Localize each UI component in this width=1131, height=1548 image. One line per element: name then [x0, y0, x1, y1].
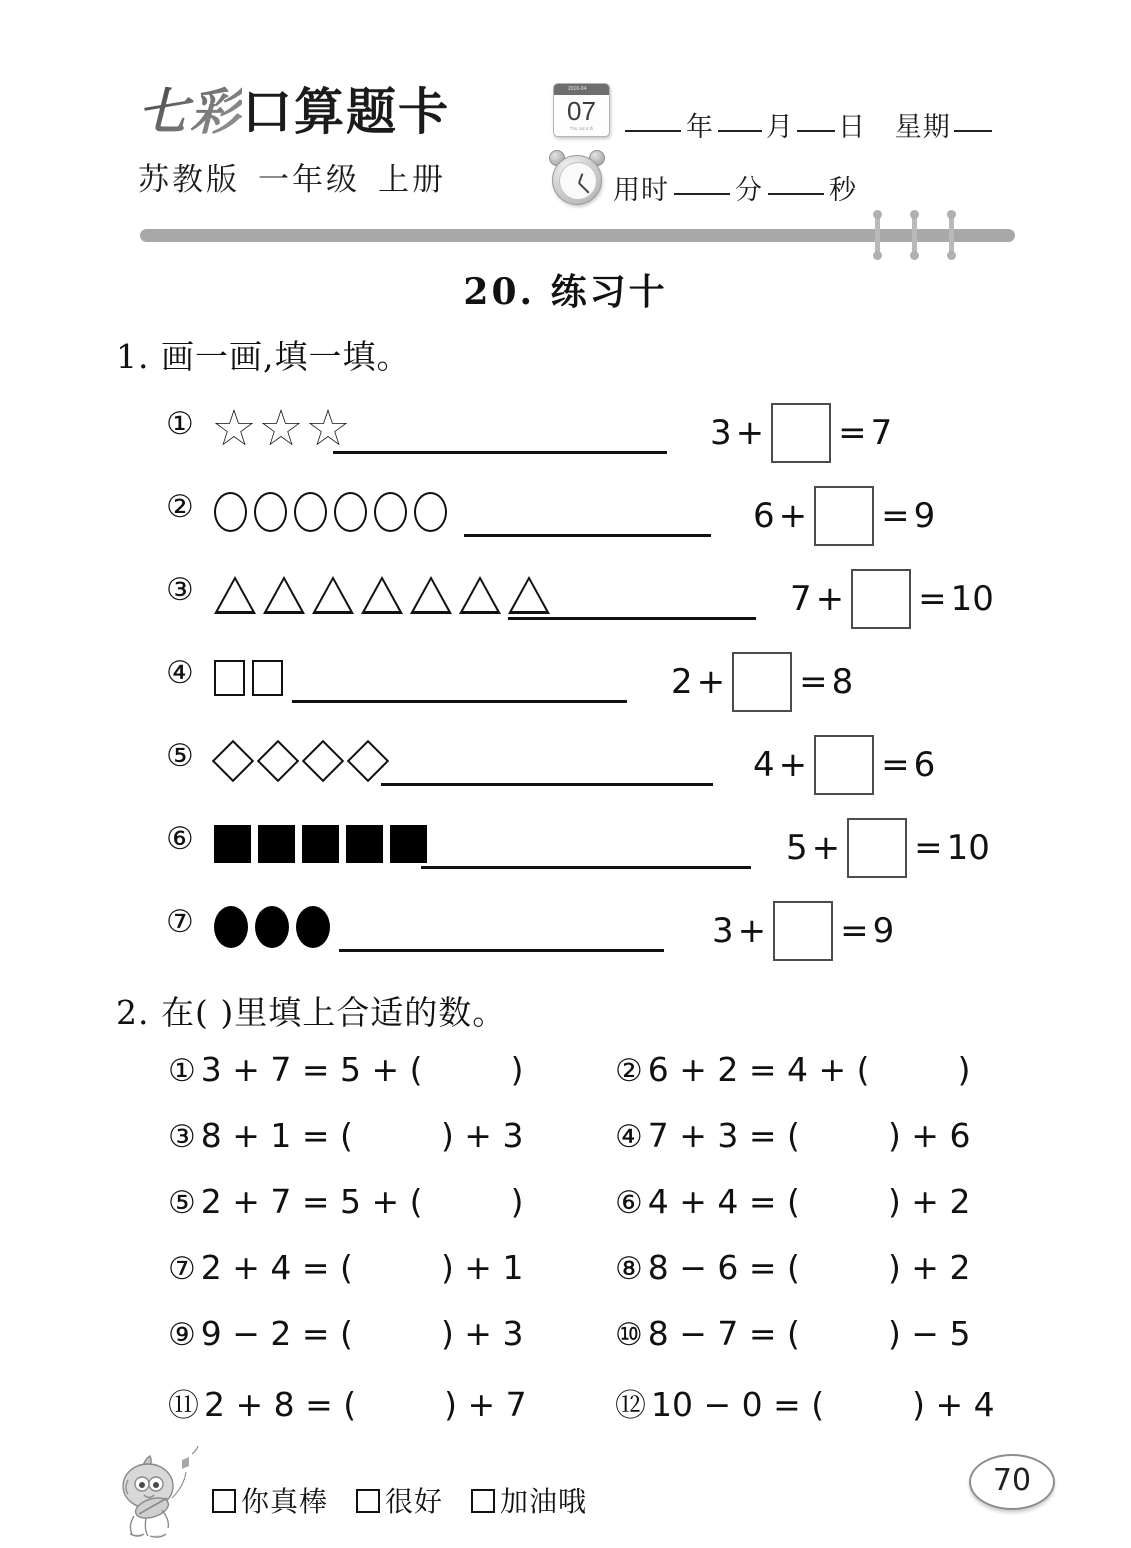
circle-hollow-icon — [254, 492, 287, 532]
draw-blank-line[interactable] — [339, 949, 664, 952]
fill-blank-item — [168, 1314, 523, 1353]
page-number: 70 — [969, 1454, 1055, 1510]
square-filled-icon — [390, 825, 427, 863]
sum-value: 10 — [950, 579, 994, 619]
draw-blank-line[interactable] — [381, 783, 713, 786]
expression-before-blank: 10 − 0 = ( — [651, 1385, 825, 1424]
shape-group-square-hollow — [214, 657, 283, 699]
day-blank[interactable] — [797, 130, 835, 132]
equals-sign: = — [918, 579, 947, 619]
operator: + — [811, 828, 841, 868]
weekday-label: 星期 — [894, 112, 951, 143]
checkbox-icon[interactable] — [212, 1489, 236, 1513]
answer-box[interactable] — [814, 735, 874, 795]
equation — [671, 652, 853, 712]
shape-equation-row — [0, 481, 1131, 564]
calendar-icon — [553, 83, 610, 137]
equation — [786, 818, 990, 878]
operator: + — [778, 496, 808, 536]
time-prefix-label: 用时 — [613, 175, 669, 206]
edition-label: 苏教版 — [138, 162, 240, 198]
question-1-rows — [0, 398, 1131, 979]
divider-pin-3 — [949, 213, 954, 257]
shape-group-circle-filled — [214, 906, 330, 948]
addend-first: 7 — [790, 579, 812, 619]
clock-face — [559, 162, 597, 200]
operator: + — [737, 911, 767, 951]
brand-title-plain: 口算题卡 — [242, 82, 450, 141]
shape-equation-row — [0, 647, 1131, 730]
minute-label: 分 — [735, 175, 763, 206]
item-index-label: ⑨ — [168, 1317, 196, 1353]
square-hollow-icon — [214, 660, 245, 696]
shape-equation-row — [0, 813, 1131, 896]
seconds-blank[interactable] — [768, 193, 824, 195]
year-label: 年 — [686, 112, 714, 143]
square-filled-icon — [214, 825, 251, 863]
fill-blank-item — [168, 1380, 527, 1425]
addend-first: 5 — [786, 828, 808, 868]
evaluation-option[interactable] — [212, 1485, 328, 1518]
operator: + — [778, 745, 808, 785]
fill-blank-item — [615, 1182, 970, 1221]
shape-equation-row — [0, 730, 1131, 813]
checkbox-icon[interactable] — [471, 1489, 495, 1513]
equals-sign: = — [881, 496, 910, 536]
diamond-hollow-icon — [347, 740, 389, 782]
minutes-blank[interactable] — [674, 193, 730, 195]
expression-before-blank: 6 + 2 = 4 + ( — [647, 1050, 870, 1089]
sum-value: 9 — [872, 911, 895, 951]
triangle-hollow-icon — [361, 576, 403, 614]
expression-after-blank: ) — [510, 1182, 524, 1221]
triangle-hollow-icon — [214, 576, 256, 614]
operator: + — [815, 579, 845, 619]
addend-first: 4 — [753, 745, 775, 785]
circle-hollow-icon — [414, 492, 447, 532]
triangle-hollow-icon — [312, 576, 354, 614]
volume-label: 上册 — [378, 162, 446, 198]
item-index-label: ③ — [168, 1119, 196, 1155]
equals-sign: = — [914, 828, 943, 868]
divider-pin-2 — [912, 213, 917, 257]
fill-blank-item — [615, 1116, 970, 1155]
date-fill-line[interactable] — [620, 105, 995, 144]
sum-value: 7 — [870, 413, 893, 453]
expression-after-blank: ) + 4 — [912, 1385, 995, 1424]
expression-before-blank: 9 − 2 = ( — [200, 1314, 353, 1353]
alarm-clock-icon — [548, 148, 606, 206]
calendar-month-label: 2016-04 — [568, 86, 587, 92]
page-title: 20. 练习十 — [463, 271, 668, 313]
row-index-label: ⑥ — [166, 821, 194, 857]
triangle-hollow-icon — [459, 576, 501, 614]
addend-first: 6 — [753, 496, 775, 536]
question-1-heading: 1. 画一画,填一填。 — [116, 337, 411, 376]
evaluation-option[interactable] — [356, 1485, 443, 1518]
fill-blank-item — [615, 1248, 970, 1287]
row-index-label: ③ — [166, 572, 194, 608]
sum-value: 8 — [831, 662, 854, 702]
equation — [753, 486, 935, 546]
diamond-hollow-icon — [212, 740, 254, 782]
answer-box[interactable] — [847, 818, 907, 878]
addend-first: 3 — [710, 413, 732, 453]
shape-group-star-hollow — [214, 408, 348, 450]
expression-before-blank: 7 + 3 = ( — [647, 1116, 800, 1155]
evaluation-option-label: 很好 — [385, 1485, 444, 1518]
expression-after-blank: ) − 5 — [887, 1314, 971, 1353]
brand-title — [138, 82, 538, 142]
expression-before-blank: 2 + 7 = 5 + ( — [200, 1182, 423, 1221]
equation — [790, 569, 994, 629]
weekday-blank[interactable] — [954, 130, 992, 132]
star-hollow-icon — [308, 409, 348, 449]
fill-blank-item — [168, 1248, 523, 1287]
brand-title-color: 七彩 — [138, 82, 242, 141]
expression-before-blank: 3 + 7 = 5 + ( — [200, 1050, 423, 1089]
fill-blank-item — [168, 1116, 523, 1155]
equation — [712, 901, 894, 961]
square-filled-icon — [258, 825, 295, 863]
fill-blank-item — [615, 1050, 970, 1089]
fill-blank-item — [615, 1314, 970, 1353]
clock-minute-hand — [578, 182, 589, 193]
fill-blank-row — [0, 1314, 1131, 1380]
fill-blank-row — [0, 1116, 1131, 1182]
month-blank[interactable] — [718, 130, 762, 132]
draw-blank-line[interactable] — [292, 700, 627, 703]
square-filled-icon — [346, 825, 383, 863]
expression-after-blank: ) + 6 — [887, 1116, 971, 1155]
row-index-label: ④ — [166, 655, 194, 691]
circle-hollow-icon — [294, 492, 327, 532]
expression-after-blank: ) — [510, 1050, 524, 1089]
divider-pin-1 — [875, 213, 880, 257]
answer-box[interactable] — [851, 569, 911, 629]
fill-blank-row — [0, 1050, 1131, 1116]
fill-blank-row — [0, 1380, 1131, 1446]
square-filled-icon — [302, 825, 339, 863]
question-2-rows — [0, 1050, 1131, 1446]
expression-after-blank: ) + 2 — [887, 1248, 971, 1287]
expression-after-blank: ) + 7 — [444, 1385, 527, 1424]
sum-value: 10 — [946, 828, 990, 868]
diamond-hollow-icon — [302, 740, 344, 782]
shape-equation-row — [0, 564, 1131, 647]
item-index-label: ⑩ — [615, 1317, 643, 1353]
checkbox-icon[interactable] — [356, 1489, 380, 1513]
expression-after-blank: ) + 3 — [440, 1314, 524, 1353]
square-hollow-icon — [252, 660, 283, 696]
time-fill-line[interactable] — [613, 168, 857, 207]
circle-hollow-icon — [374, 492, 407, 532]
second-label: 秒 — [829, 175, 857, 206]
shape-group-diamond-hollow — [214, 740, 387, 782]
item-index-label: ⑧ — [615, 1251, 643, 1287]
draw-blank-line[interactable] — [333, 451, 667, 454]
answer-box[interactable] — [814, 486, 874, 546]
item-index-label: ⑫ — [615, 1388, 646, 1424]
question-2-heading: 2. 在( )里填上合适的数。 — [116, 993, 507, 1032]
expression-before-blank: 2 + 4 = ( — [200, 1248, 353, 1287]
calendar-day-number: 07 — [567, 96, 596, 126]
fill-blank-row — [0, 1248, 1131, 1314]
row-index-label: ② — [166, 489, 194, 525]
evaluation-option-label: 你真棒 — [241, 1485, 329, 1518]
draw-blank-line[interactable] — [421, 866, 751, 869]
equals-sign: = — [881, 745, 910, 785]
star-hollow-icon — [261, 409, 301, 449]
item-index-label: ② — [615, 1053, 643, 1089]
item-index-label: ⑥ — [615, 1185, 643, 1221]
month-label: 月 — [766, 112, 794, 143]
circle-filled-icon — [255, 906, 289, 948]
equation — [753, 735, 935, 795]
equals-sign: = — [840, 911, 869, 951]
item-index-label: ① — [168, 1053, 196, 1089]
item-index-label: ⑪ — [168, 1388, 199, 1424]
sum-value: 6 — [913, 745, 936, 785]
calendar-header-bar — [554, 84, 609, 95]
expression-after-blank: ) + 3 — [440, 1116, 524, 1155]
draw-blank-line[interactable] — [464, 534, 711, 537]
triangle-hollow-icon — [263, 576, 305, 614]
day-label: 日 — [838, 112, 866, 143]
sum-value: 9 — [913, 496, 936, 536]
self-evaluation-checkboxes[interactable] — [212, 1480, 615, 1520]
page-header — [0, 0, 1131, 215]
equation — [710, 403, 892, 463]
circle-hollow-icon — [334, 492, 367, 532]
item-index-label: ⑦ — [168, 1251, 196, 1287]
circle-hollow-icon — [214, 492, 247, 532]
operator: + — [735, 413, 765, 453]
clock-body — [552, 155, 602, 205]
shape-group-square-filled — [214, 823, 427, 865]
grade-label: 一年级 — [258, 162, 360, 198]
shape-group-triangle-hollow — [214, 574, 550, 616]
fill-blank-item — [615, 1380, 995, 1425]
header-divider — [140, 229, 1015, 242]
operator: + — [696, 662, 726, 702]
fill-blank-row — [0, 1182, 1131, 1248]
expression-before-blank: 4 + 4 = ( — [647, 1182, 800, 1221]
answer-box[interactable] — [732, 652, 792, 712]
triangle-hollow-icon — [410, 576, 452, 614]
expression-before-blank: 2 + 8 = ( — [204, 1385, 357, 1424]
expression-after-blank: ) + 1 — [440, 1248, 524, 1287]
year-blank[interactable] — [625, 130, 681, 132]
shape-equation-row — [0, 398, 1131, 481]
equals-sign: = — [838, 413, 867, 453]
equals-sign: = — [799, 662, 828, 702]
item-index-label: ⑤ — [168, 1185, 196, 1221]
addend-first: 2 — [671, 662, 693, 702]
addend-first: 3 — [712, 911, 734, 951]
fill-blank-item — [168, 1182, 523, 1221]
expression-after-blank: ) — [957, 1050, 971, 1089]
row-index-label: ⑤ — [166, 738, 194, 774]
row-index-label: ⑦ — [166, 904, 194, 940]
expression-before-blank: 8 − 7 = ( — [647, 1314, 800, 1353]
circle-filled-icon — [296, 906, 330, 948]
triangle-hollow-icon — [508, 576, 550, 614]
row-index-label: ① — [166, 406, 194, 442]
shape-group-circle-hollow — [214, 491, 447, 533]
answer-box[interactable] — [771, 403, 831, 463]
item-index-label: ④ — [615, 1119, 643, 1155]
diamond-hollow-icon — [257, 740, 299, 782]
fill-blank-item — [168, 1050, 523, 1089]
circle-filled-icon — [214, 906, 248, 948]
evaluation-option[interactable] — [471, 1485, 587, 1518]
draw-blank-line[interactable] — [508, 617, 756, 620]
brand-block — [138, 82, 538, 199]
expression-before-blank: 8 + 1 = ( — [200, 1116, 353, 1155]
expression-after-blank: ) + 2 — [887, 1182, 971, 1221]
shape-equation-row — [0, 896, 1131, 979]
brand-subtitle — [138, 154, 538, 199]
star-hollow-icon — [214, 409, 254, 449]
page-footer — [0, 1438, 1131, 1545]
expression-before-blank: 8 − 6 = ( — [647, 1248, 800, 1287]
calendar-footer-text: Thu Jul 4 th — [569, 126, 594, 131]
mascot-icon — [104, 1438, 204, 1543]
evaluation-option-label: 加油哦 — [500, 1485, 588, 1518]
answer-box[interactable] — [773, 901, 833, 961]
